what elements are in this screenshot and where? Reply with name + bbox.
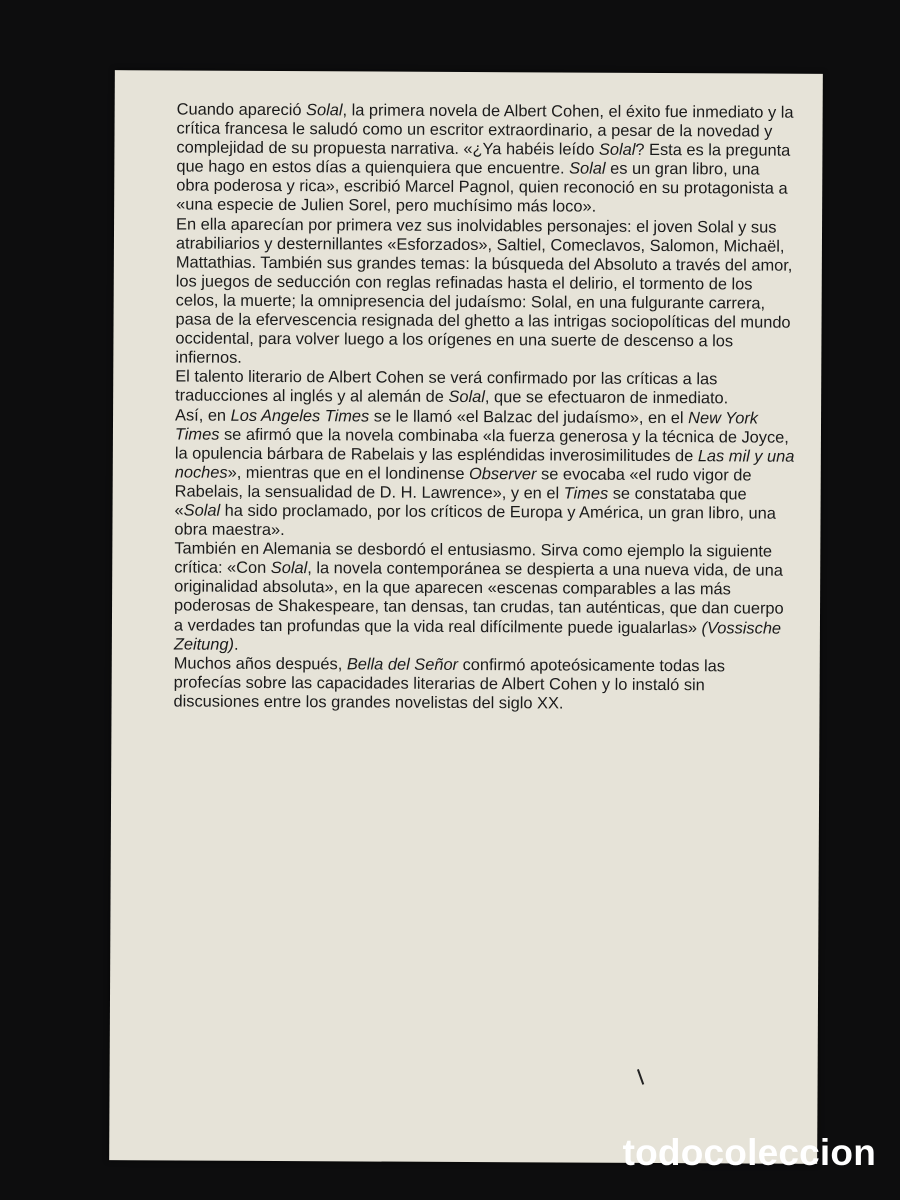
ink-mark (637, 1069, 644, 1085)
paragraph-4: Así, en Los Angeles Times se le llamó «el Balzac del judaísmo», en el New York Times se afirmó que la novela combinaba «la fuerza generosa y la técnica de Joyce, la opulencia bárbara de Rabelais y las espléndidas inverosimilitudes de Las mil y una noches», mientras que en el londinense Observer se evocaba «el rudo vigor de Rabelais, la sensualidad de D. H. Lawrence», y en el Times se constataba que «Solal ha sido proclamado, por los críticos de Europa y América, un gran libro, una obra maestra». (174, 405, 795, 540)
paragraph-1: Cuando apareció Solal, la primera novela de Albert Cohen, el éxito fue inmediato y la crítica francesa le saludó como un escritor extraordinario, a pesar de la novedad y complejidad de su propuesta narrativa. «¿Ya habéis leído Solal? Esta es la pregunta que hago en estos días a quienquiera que encuentre. Solal es un gran libro, una obra poderosa y rica», escribió Marcel Pagnol, quien reconoció en su protagonista a «una especie de Julien Sorel, pero muchísimo más loco». (176, 100, 794, 217)
paragraph-5: También en Alemania se desbordó el entusiasmo. Sirva como ejemplo la siguiente crítica: «Con Solal, la novela contemporánea se despierta a una nueva vida, de una originalidad absoluta», en la que aparecen «escenas comparables a las más poderosas de Shakespeare, tan densas, tan crudas, tan auténticas, que dan cuerpo a verdades tan profundas que la vida real difícilmente puede igualarlas» (Vossische Zeitung). (173, 539, 784, 654)
paragraph-2: En ella aparecían por primera vez sus inolvidables personajes: el joven Solal y sus atrabiliarios y desternillantes «Esforzados», Saltiel, Comeclavos, Salomon, Michaël, Mattathias. También sus grandes temas: la búsqueda del Absoluto a través del amor, los juegos de seducción con reglas refinadas hasta el delirio, el tormento de los celos, la muerte; la omnipresencia del judaísmo: Solal, en una fulgurante carrera, pasa de la efervescencia resignada del ghetto a las intrigas sociopolíticas del mundo occidental, para volver luego a los orígenes en una suerte de descenso a los infiernos. (175, 215, 793, 368)
paragraph-6: Muchos años después, Bella del Señor confirmó apoteósicamente todas las profecías sobre las capacidades literarias de Albert Cohen y lo instaló sin discusiones entre los grandes novelistas del siglo XX. (173, 654, 726, 713)
watermark-logo: todocoleccion (622, 1132, 876, 1173)
paragraph-3: El talento literario de Albert Cohen se verá confirmado por las críticas a las traducciones al inglés y al alemán de Solal, que se efectuaron de inmediato. (175, 367, 729, 408)
back-cover-blurb (174, 100, 797, 714)
book-back-cover (109, 70, 823, 1164)
